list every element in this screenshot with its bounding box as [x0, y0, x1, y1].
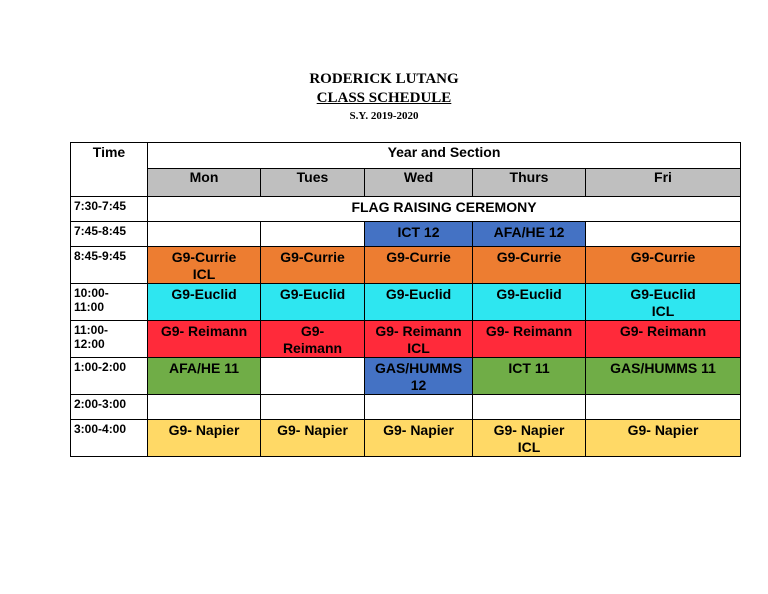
class-label-line2: ICL: [517, 439, 541, 455]
class-cell-thurs: [473, 321, 586, 358]
flag-ceremony-cell: FLAG RAISING CEREMONY: [148, 197, 741, 222]
class-cell-fri: [586, 247, 741, 284]
class-label: G9- Reimann: [619, 323, 707, 339]
day-thurs: Thurs: [473, 169, 586, 197]
class-cell-fri: [586, 222, 741, 247]
time-slot-text: 7:30-7:45: [74, 199, 127, 213]
class-label: ICT 12: [397, 224, 440, 240]
document-title: CLASS SCHEDULE: [316, 90, 452, 106]
class-label: ICT 11: [508, 360, 550, 376]
teacher-name: RODERICK LUTANG: [309, 71, 459, 87]
class-cell-thurs: [473, 222, 586, 247]
time-slot: [71, 321, 148, 358]
time-slot-text: 10:00-: [74, 286, 109, 300]
class-cell-mon: [148, 284, 261, 321]
class-cell-wed: [365, 222, 473, 247]
day-mon: Mon: [148, 169, 261, 197]
class-cell-mon: [148, 321, 261, 358]
time-slot-text: 8:45-9:45: [74, 249, 127, 263]
class-cell-wed: [365, 395, 473, 420]
class-cell-mon: [148, 358, 261, 395]
class-cell-tues: [261, 284, 365, 321]
time-slot-text: 1:00-2:00: [74, 360, 127, 374]
class-cell-tues: [261, 222, 365, 247]
day-fri: Fri: [586, 169, 741, 197]
class-label: G9-Euclid: [630, 286, 696, 302]
class-cell-mon: [148, 395, 261, 420]
class-cell-thurs: [473, 247, 586, 284]
class-label-line2: ICL: [192, 266, 216, 282]
table-row: [71, 358, 741, 395]
table-row: [71, 197, 741, 222]
table-row: [71, 247, 741, 284]
time-slot-text: 7:45-8:45: [74, 224, 127, 238]
time-slot-text-end: 11:00: [74, 300, 105, 314]
class-cell-wed: [365, 420, 473, 457]
school-year: S.Y. 2019-2020: [349, 110, 419, 122]
class-cell-thurs: [473, 284, 586, 321]
time-slot: [71, 197, 148, 222]
class-label: G9- Reimann: [160, 323, 248, 339]
class-cell-tues: [261, 247, 365, 284]
table-row: [71, 284, 741, 321]
class-label: AFA/HE 12: [493, 224, 565, 240]
class-label: G9-Currie: [280, 249, 345, 265]
class-cell-mon: [148, 420, 261, 457]
time-slot-text: 3:00-4:00: [74, 422, 127, 436]
class-schedule-table: [70, 142, 741, 457]
class-label: G9-Euclid: [171, 286, 237, 302]
class-label: G9-Currie: [386, 249, 451, 265]
class-cell-wed: [365, 247, 473, 284]
time-slot: [71, 395, 148, 420]
time-slot: [71, 222, 148, 247]
class-cell-mon: [148, 222, 261, 247]
time-slot-text: 2:00-3:00: [74, 397, 127, 411]
header-row: [71, 143, 741, 169]
time-header: Time: [71, 143, 148, 197]
class-label-line2: Reimann: [282, 340, 343, 356]
document-header: [0, 70, 768, 124]
class-label: GAS/HUMMS: [374, 360, 463, 376]
class-label-line2: 12: [410, 377, 427, 393]
time-slot: [71, 420, 148, 457]
class-cell-fri: [586, 358, 741, 395]
class-label: G9- Napier: [277, 422, 348, 438]
table-row: [71, 420, 741, 457]
class-label: G9- Napier: [168, 422, 240, 438]
class-label: G9-Euclid: [496, 286, 562, 302]
time-slot: [71, 247, 148, 284]
class-cell-fri: [586, 420, 741, 457]
class-cell-wed: [365, 358, 473, 395]
class-cell-thurs: [473, 420, 586, 457]
class-label: G9- Reimann: [485, 323, 573, 339]
class-cell-mon: [148, 247, 261, 284]
class-label: G9- Reimann: [375, 323, 462, 339]
class-label: G9-Euclid: [279, 286, 346, 302]
class-label: G9- Napier: [383, 422, 454, 438]
class-cell-wed: [365, 284, 473, 321]
class-cell-tues: [261, 358, 365, 395]
class-cell-tues: [261, 420, 365, 457]
time-slot-text-end: 12:00: [74, 337, 105, 351]
time-slot-text: 11:00-: [74, 323, 109, 337]
class-label: G9-Currie: [496, 249, 562, 265]
class-cell-tues: [261, 321, 365, 358]
class-cell-fri: [586, 395, 741, 420]
class-cell-tues: [261, 395, 365, 420]
class-cell-thurs: [473, 358, 586, 395]
days-row: [71, 169, 741, 197]
class-label: GAS/HUMMS 11: [610, 360, 716, 376]
table-row: [71, 321, 741, 358]
class-label: G9-Euclid: [385, 286, 452, 302]
day-tues: Tues: [261, 169, 365, 197]
class-label: G9- Napier: [627, 422, 699, 438]
time-slot: [71, 284, 148, 321]
class-label: AFA/HE 11: [168, 360, 240, 376]
class-label: G9-: [300, 323, 325, 339]
class-cell-fri: [586, 321, 741, 358]
time-slot: [71, 358, 148, 395]
class-cell-wed: [365, 321, 473, 358]
class-label-line2: ICL: [407, 340, 430, 356]
class-label: G9-Currie: [630, 249, 696, 265]
day-wed: Wed: [365, 169, 473, 197]
table-row: [71, 395, 741, 420]
class-label: G9-Currie: [171, 249, 237, 265]
class-cell-fri: [586, 284, 741, 321]
class-cell-thurs: [473, 395, 586, 420]
class-label: G9- Napier: [493, 422, 565, 438]
table-row: [71, 222, 741, 247]
year-section-header: Year and Section: [148, 143, 741, 169]
class-label-line2: ICL: [651, 303, 675, 319]
